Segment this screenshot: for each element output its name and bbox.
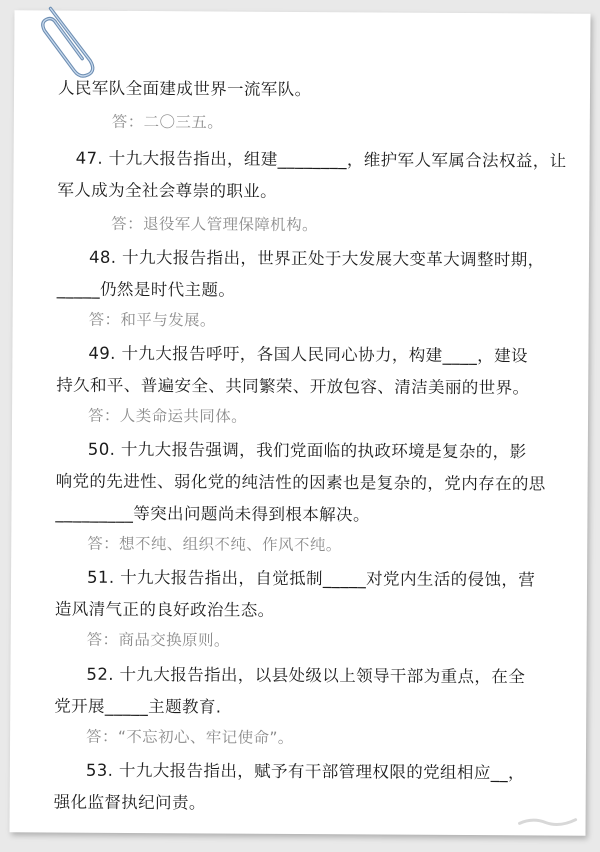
answer-text: 答：和平与发展。 — [88, 310, 216, 330]
answer-text: 答：“不忘初心、牢记使命”。 — [86, 727, 294, 747]
question-line: 50. 十九大报告强调，我们党面临的执政环境是复杂的，影 — [87, 439, 527, 462]
question-line: 响党的先进性、弱化党的纯洁性的因素也是复杂的，党内存在的思 — [55, 471, 546, 494]
answer-text: 答：商品交换原则。 — [86, 630, 230, 650]
question-line: 军人成为全社会尊崇的职业。 — [57, 180, 278, 201]
paperclip-icon — [36, 4, 100, 82]
question-line: 人民军队全面建成世界一流军队。 — [57, 78, 312, 100]
question-line: 党开展_____主题教育. — [54, 696, 222, 717]
question-line: 51. 十九大报告指出，自觉抵制_____对党内生活的侵蚀，营 — [86, 567, 536, 590]
question-line: 48. 十九大报告指出，世界正处于大发展大变革大调整时期， — [88, 247, 545, 270]
question-line: 53. 十九大报告指出，赋予有干部管理权限的党组相应__， — [85, 760, 526, 783]
question-line: 持久和平、普遍安全、共同繁荣、开放包容、清洁美丽的世界。 — [56, 375, 530, 398]
question-line: _____仍然是时代主题。 — [56, 279, 236, 300]
answer-text: 答：人类命运共同体。 — [87, 406, 248, 426]
answer-text: 答：二〇三五。 — [111, 112, 224, 132]
document-page — [9, 10, 590, 836]
answer-text: 答：退役军人管理保障机构。 — [111, 214, 318, 235]
question-line: 47. 十九大报告指出，组建________，维护军人军属合法权益，让 — [75, 148, 567, 171]
question-line: _________等突出问题尚未得到根本解决。 — [55, 503, 370, 525]
question-line: 52. 十九大报告指出，以县处级以上领导干部为重点，在全 — [86, 664, 526, 687]
question-line: 造风清气正的良好政治生态。 — [54, 599, 275, 620]
question-line: 49. 十九大报告呼吁，各国人民同心协力，构建____，建设 — [88, 343, 528, 366]
question-line: 强化监督执纪问责。 — [53, 792, 206, 813]
answer-text: 答：想不纯、组织不纯、作风不纯。 — [87, 534, 342, 555]
brush-stroke-decoration — [518, 813, 578, 829]
